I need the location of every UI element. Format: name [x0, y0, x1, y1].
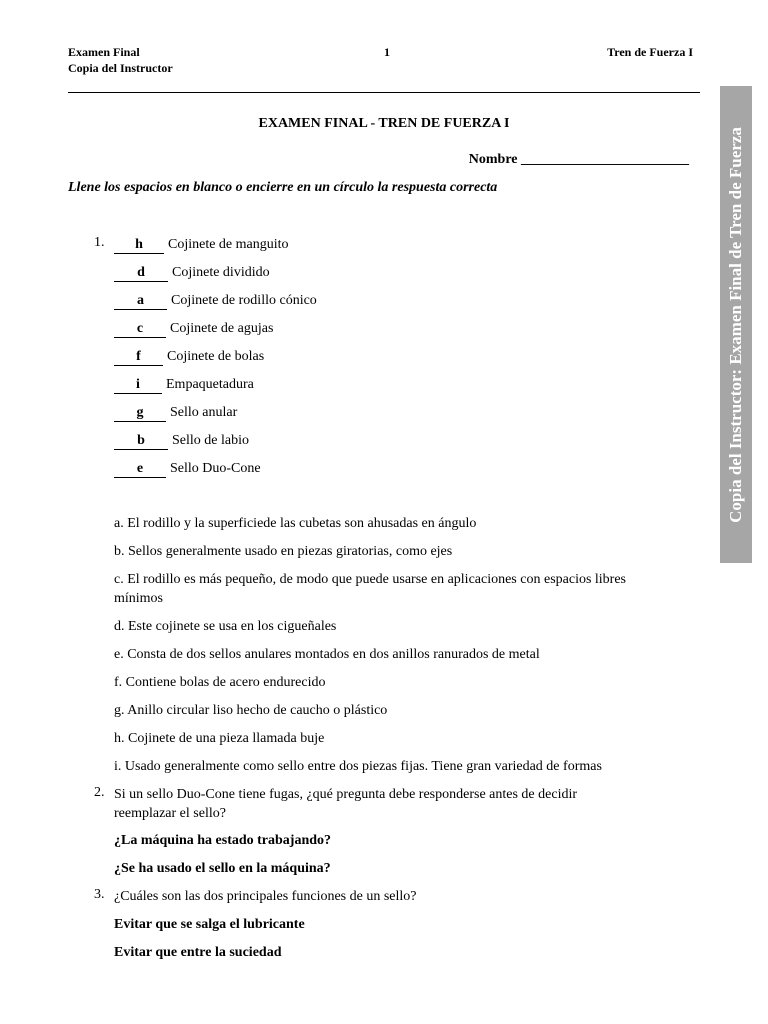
- match-term: Sello anular: [170, 405, 238, 420]
- header-divider: [68, 92, 700, 93]
- question-2-answer-1: ¿La máquina ha estado trabajando?: [114, 833, 332, 848]
- match-row: [114, 291, 317, 310]
- match-answer: c: [114, 321, 166, 338]
- match-term: Cojinete de rodillo cónico: [171, 293, 317, 308]
- match-row: [114, 319, 273, 338]
- option-h: h. Cojinete de una pieza llamada buje: [114, 731, 325, 746]
- match-answer: f: [114, 349, 163, 366]
- option-g: g. Anillo circular liso hecho de caucho o plástico: [114, 703, 388, 718]
- exam-title: EXAMEN FINAL - TREN DE FUERZA I: [258, 116, 510, 131]
- match-answer: d: [114, 265, 168, 282]
- header-left: [68, 44, 173, 76]
- match-term: Empaquetadura: [166, 377, 254, 392]
- option-b: b. Sellos generalmente usado en piezas giratorias, como ejes: [114, 544, 453, 559]
- option-a: a. El rodillo y la superficiede las cubetas son ahusadas en ángulo: [114, 516, 477, 531]
- instructions: Llene los espacios en blanco o encierre en un círculo la respuesta correcta: [68, 180, 498, 195]
- question-2-text: Si un sello Duo-Cone tiene fugas, ¿qué pregunta debe responderse antes de decidir reemplazar el sello?: [114, 787, 578, 821]
- match-term: Sello Duo-Cone: [170, 461, 261, 476]
- match-answer: i: [114, 377, 162, 394]
- header-exam-label: Examen Final: [68, 45, 140, 59]
- option-c: c. El rodillo es más pequeño, de modo que puede usarse en aplicaciones con espacios libres mínimos: [114, 572, 627, 606]
- match-row: [114, 375, 254, 394]
- question-3-text: ¿Cuáles son las dos principales funciones de un sello?: [114, 889, 417, 904]
- question-2-answer-2: ¿Se ha usado el sello en la máquina?: [114, 861, 331, 876]
- header-course-title: Tren de Fuerza I: [607, 45, 693, 59]
- match-term: Cojinete de bolas: [167, 349, 265, 364]
- name-field: Nombre ________________________: [468, 152, 689, 167]
- header-copy-label: Copia del Instructor: [68, 61, 173, 75]
- match-term: Cojinete de manguito: [168, 237, 289, 252]
- option-d: d. Este cojinete se usa en los cigueñales: [114, 619, 337, 634]
- match-answer: b: [114, 433, 168, 450]
- match-row: [114, 459, 261, 478]
- match-answer: a: [114, 293, 167, 310]
- match-answer: h: [114, 237, 164, 254]
- match-row: [114, 347, 264, 366]
- question-number-1: 1.: [94, 235, 105, 250]
- option-e: e. Consta de dos sellos anulares montados en dos anillos ranurados de metal: [114, 647, 540, 662]
- match-answer: e: [114, 461, 166, 478]
- side-tab-label: Copia del Instructor: Examen Final de Tren de Fuerza: [726, 126, 745, 523]
- match-answer: g: [114, 405, 166, 422]
- question-3-answer-1: Evitar que se salga el lubricante: [114, 917, 305, 932]
- question-number-2: 2.: [94, 785, 105, 800]
- question-number-3: 3.: [94, 887, 105, 902]
- match-term: Cojinete de agujas: [170, 321, 274, 336]
- match-row: [114, 403, 237, 422]
- page-number: 1: [384, 45, 390, 59]
- match-term: Cojinete dividido: [172, 265, 270, 280]
- side-tab: [720, 86, 752, 563]
- question-3-answer-2: Evitar que entre la suciedad: [114, 945, 282, 960]
- option-f: f. Contiene bolas de acero endurecido: [114, 675, 326, 690]
- option-i: i. Usado generalmente como sello entre dos piezas fijas. Tiene gran variedad de formas: [114, 759, 602, 774]
- match-term: Sello de labio: [172, 433, 249, 448]
- match-row: [114, 431, 249, 450]
- match-row: [114, 235, 289, 254]
- match-row: [114, 263, 270, 282]
